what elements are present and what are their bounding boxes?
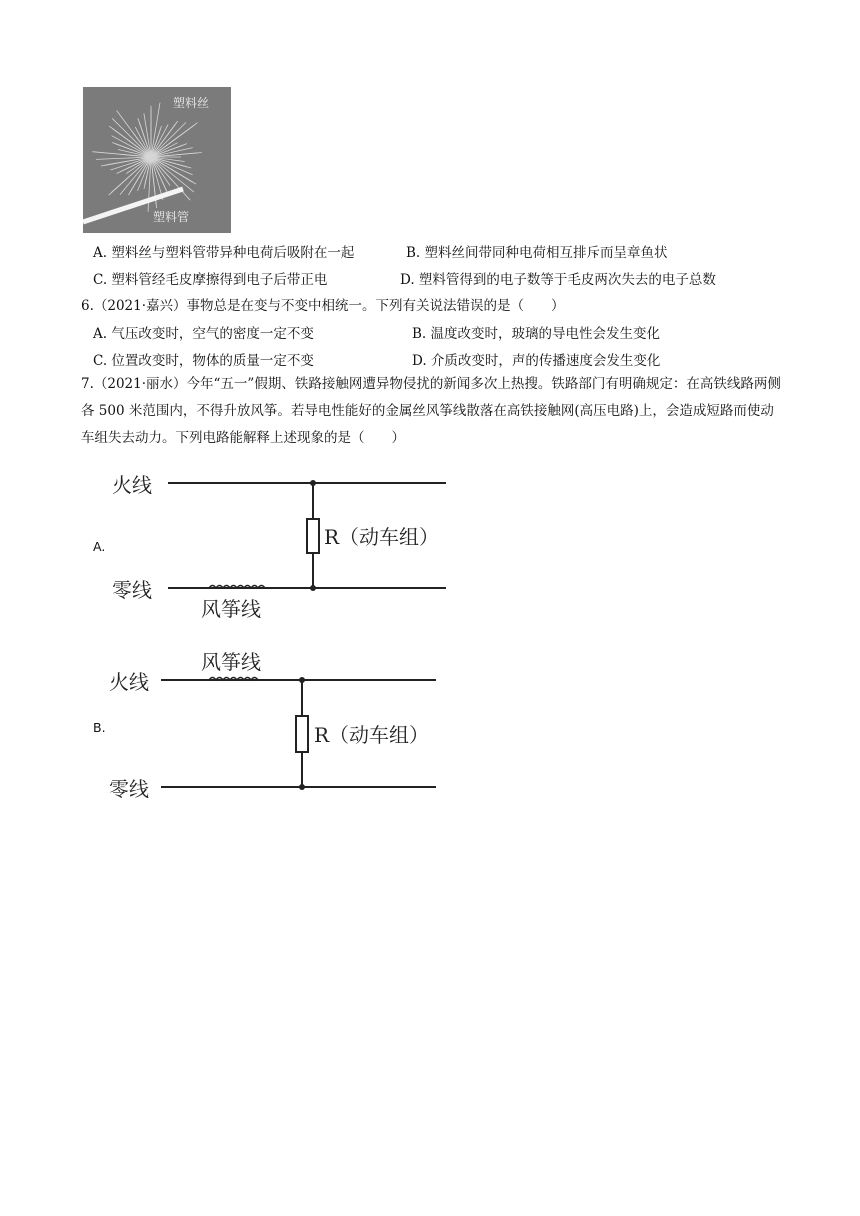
q6-stem: 6.（2021·嘉兴）事物总是在变与不变中相统一。下列有关说法错误的是（ ） — [81, 298, 565, 314]
diagram-a-live-wire-label: 火线 — [112, 473, 152, 497]
plastic-octopus-photo — [83, 87, 231, 233]
diagram-b-resistor-label: R（动车组） — [314, 723, 430, 747]
q6-option-b: B. 温度改变时，玻璃的导电性会发生变化 — [412, 326, 661, 342]
diagram-b-kite-line-label: 风筝线 — [201, 650, 261, 674]
q6-option-c: C. 位置改变时，物体的质量一定不变 — [93, 353, 314, 369]
diagram-a-resistor — [307, 519, 319, 553]
q6-option-a: A. 气压改变时，空气的密度一定不变 — [93, 326, 314, 342]
diagram-b-resistor — [296, 716, 308, 752]
q5-option-d: D. 塑料管得到的电子数等于毛皮两次失去的电子总数 — [400, 272, 716, 288]
q5-option-b: B. 塑料丝间带同种电荷相互排斥而呈章鱼状 — [406, 245, 668, 261]
diagram-b-option-label: B. — [93, 720, 106, 735]
photo-label-bottom: 塑料管 — [153, 210, 190, 224]
q5-option-a: A. 塑料丝与塑料管带异种电荷后吸附在一起 — [93, 245, 355, 261]
q6-option-d: D. 介质改变时，声的传播速度会发生变化 — [412, 353, 661, 369]
diagram-b-neutral-wire-label: 零线 — [109, 777, 149, 801]
diagram-b-live-wire-label: 火线 — [109, 670, 149, 694]
diagram-a-resistor-label: R（动车组） — [324, 525, 440, 549]
diagram-a-kite-line-label: 风筝线 — [201, 597, 261, 621]
photo-label-top: 塑料丝 — [173, 96, 210, 110]
q5-option-c: C. 塑料管经毛皮摩擦得到电子后带正电 — [93, 272, 328, 288]
circuit-diagram-b — [108, 645, 453, 805]
diagram-a-junction-bottom — [310, 585, 316, 591]
diagram-a-option-label: A. — [93, 539, 106, 554]
q7-stem: 7.（2021·丽水）今年“五一”假期、铁路接触网遭异物侵扰的新闻多次上热搜。铁路部门有明确规定：在高铁线路两侧各 500 米范围内，不得升放风筝。若导电性能好的金属丝风筝线散落在高铁接触网(高压电路)上，会造成短路而使动车组失去动力。下列电路能解释上述现象的是（ ） — [81, 376, 781, 446]
diagram-b-junction-bottom — [299, 784, 305, 790]
diagram-a-neutral-wire-label: 零线 — [112, 578, 152, 602]
photo-illustration — [83, 87, 231, 233]
circuit-diagram-a — [108, 465, 453, 625]
